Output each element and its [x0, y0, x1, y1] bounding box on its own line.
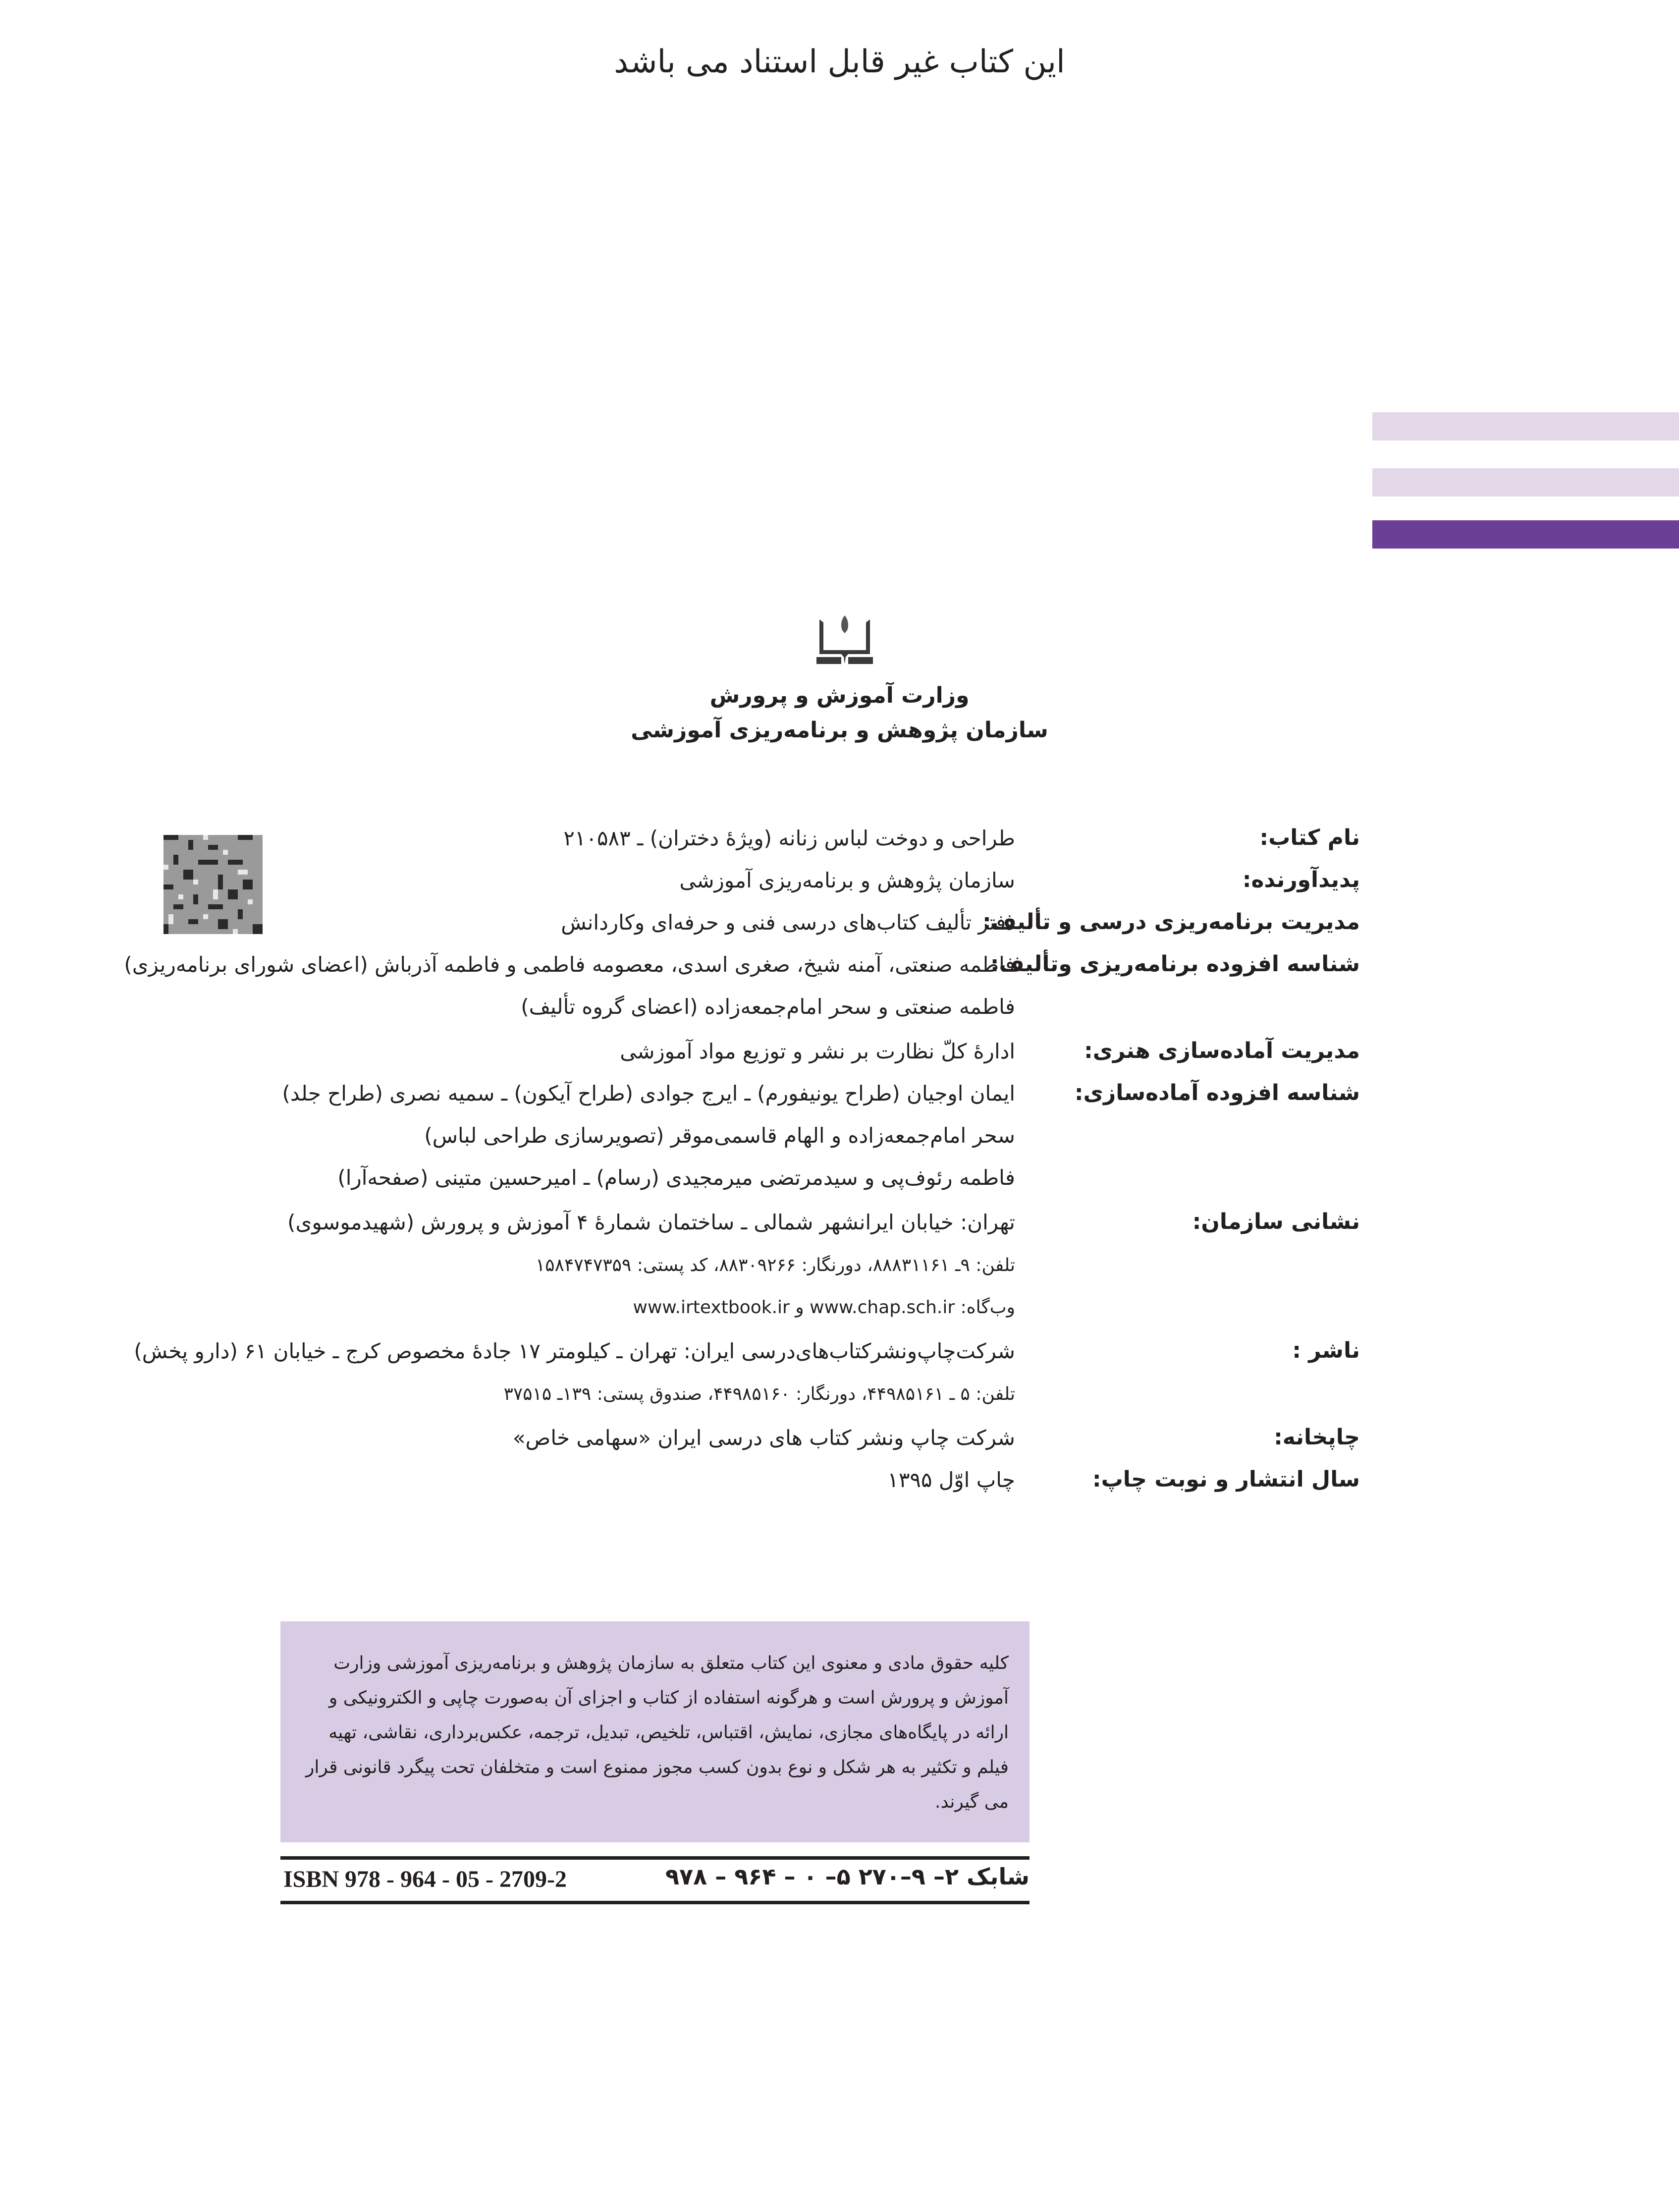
decor-bar-dark — [1372, 520, 1679, 549]
info-value: چاپ اوّل ۱۳۹۵ — [887, 1468, 1015, 1492]
info-row-organization-address — [0, 1209, 1679, 1244]
info-row-preparation-credits-cont — [0, 1122, 1679, 1157]
isbn-latin: ISBN 978 - 964 - 05 - 2709-2 — [283, 1866, 567, 1892]
ministry-of-education-logo-icon — [816, 615, 873, 665]
info-label: ناشر : — [1292, 1338, 1360, 1363]
info-label: شناسه افزوده برنامه‌ریزی وتألیف: — [990, 951, 1360, 977]
isbn-bottom-rule — [280, 1901, 1029, 1904]
info-value: تلفن: ۹ـ ۸۸۸۳۱۱۶۱، دورنگار: ۸۸۳۰۹۲۶۶، کد پستی: ۱۵۸۴۷۴۷۳۵۹ — [535, 1255, 1015, 1275]
info-label: چاپخانه: — [1274, 1425, 1360, 1450]
info-value: ادارهٔ کلّ نظارت بر نشر و توزیع مواد آموزشی — [620, 1039, 1015, 1063]
info-row-publication-year — [0, 1467, 1679, 1501]
info-value: سازمان پژوهش و برنامه‌ریزی آموزشی — [679, 868, 1015, 892]
info-label: نام کتاب: — [1259, 825, 1360, 850]
info-row-art-management — [0, 1038, 1679, 1073]
info-row-authoring-credits-cont — [0, 994, 1679, 1028]
info-label: شناسه افزوده آماده‌سازی: — [1075, 1080, 1360, 1106]
info-row-organization-phone — [0, 1251, 1679, 1286]
info-label: پدیدآورنده: — [1242, 867, 1360, 892]
info-row-website — [0, 1293, 1679, 1328]
copyright-notice-box — [280, 1621, 1029, 1842]
info-label: مدیریت آماده‌سازی هنری: — [1084, 1038, 1360, 1063]
info-value: دفتر تألیف کتاب‌های درسی فنی و حرفه‌ای وکاردانش — [561, 910, 1015, 935]
info-value: فاطمه رئوف‌پی و سیدمرتضی میرمجیدی (رسام) ـ امیرحسین متینی (صفحه‌آرا) — [337, 1165, 1015, 1190]
organization-name: سازمان پژوهش و برنامه‌ریزی آموزشی — [631, 718, 1048, 743]
info-row-book-title — [0, 825, 1679, 860]
info-value: شرکت چاپ ونشر کتاب های درسی ایران «سهامی خاص» — [512, 1426, 1015, 1450]
ministry-name: وزارت آموزش و پرورش — [709, 683, 970, 708]
isbn-persian: شابک ۲– ۹–۲۷۰ ۵– ۰ – ۹۶۴ – ۹۷۸ — [665, 1863, 1029, 1890]
info-row-preparation-credits-cont2 — [0, 1164, 1679, 1199]
website-links[interactable]: وب‌گاه: www.chap.sch.ir و www.irtextbook.ir — [633, 1297, 1015, 1318]
info-row-curriculum-management — [0, 909, 1679, 944]
info-label: مدیریت برنامه‌ریزی درسی و تألیف: — [982, 909, 1360, 935]
info-value: شرکت‌چاپ‌ونشرکتاب‌های‌درسی ایران: تهران ـ کیلومتر ۱۷ جادهٔ مخصوص کرج ـ خیابان ۶۱ (دارو پخش) — [134, 1339, 1015, 1363]
copyright-notice-text: کلیه حقوق مادی و معنوی این کتاب متعلق به سازمان پژوهش و برنامه‌ریزی آموزشی وزارت آموزش و پرورش است و هرگونه استفاده از کتاب و اجزای آن به‌صورت چاپی و الکترونیکی و ارائه در پایگاه‌های مجازی، نمایش، اقتباس، تلخیص، تبدیل، ترجمه، عکس‌برداری، نقاشی، تهیه فیلم و تکثیر به هر شکل و نوع بدون کسب مجوز ممنوع است و متخلفان تحت پیگرد قانونی قرار می گیرند. — [305, 1653, 1009, 1812]
info-row-authoring-credits — [0, 951, 1679, 986]
info-row-publisher-phone — [0, 1380, 1679, 1415]
decor-bar-light-2 — [1372, 468, 1679, 497]
info-value: سحر امام‌جمعه‌زاده و الهام قاسمی‌موقر (تصویرسازی طراحی لباس) — [424, 1123, 1015, 1148]
disclaimer-headline: این کتاب غیر قابل استناد می باشد — [614, 44, 1065, 80]
isbn-top-rule — [280, 1856, 1029, 1860]
info-value: تهران: خیابان ایرانشهر شمالی ـ ساختمان شمارهٔ ۴ آموزش و پرورش (شهیدموسوی) — [287, 1210, 1015, 1234]
info-value: فاطمه صنعتی و سحر امام‌جمعه‌زاده (اعضای گروه تألیف) — [521, 995, 1015, 1019]
info-row-creator — [0, 867, 1679, 902]
info-row-publisher — [0, 1338, 1679, 1373]
info-row-preparation-credits — [0, 1080, 1679, 1115]
info-row-printing-house — [0, 1425, 1679, 1459]
info-value: طراحی و دوخت لباس زنانه (ویژهٔ دختران) ـ ۲۱۰۵۸۳ — [563, 826, 1015, 850]
info-value: فاطمه صنعتی، آمنه شیخ، صغری اسدی، معصومه فاطمی و فاطمه آذرباش (اعضای شورای برنامه‌ریزی) — [124, 952, 1015, 977]
info-label: سال انتشار و نوبت چاپ: — [1092, 1467, 1360, 1492]
info-label: نشانی سازمان: — [1192, 1209, 1360, 1234]
info-value: تلفن: ۵ ـ ۴۴۹۸۵۱۶۱، دورنگار: ۴۴۹۸۵۱۶۰، صندوق پستی: ۱۳۹ـ ۳۷۵۱۵ — [503, 1384, 1015, 1404]
info-value: ایمان اوجیان (طراح یونیفورم) ـ ایرج جوادی (طراح آیکون) ـ سمیه نصری (طراح جلد) — [282, 1081, 1015, 1106]
decor-bar-light-1 — [1372, 412, 1679, 441]
